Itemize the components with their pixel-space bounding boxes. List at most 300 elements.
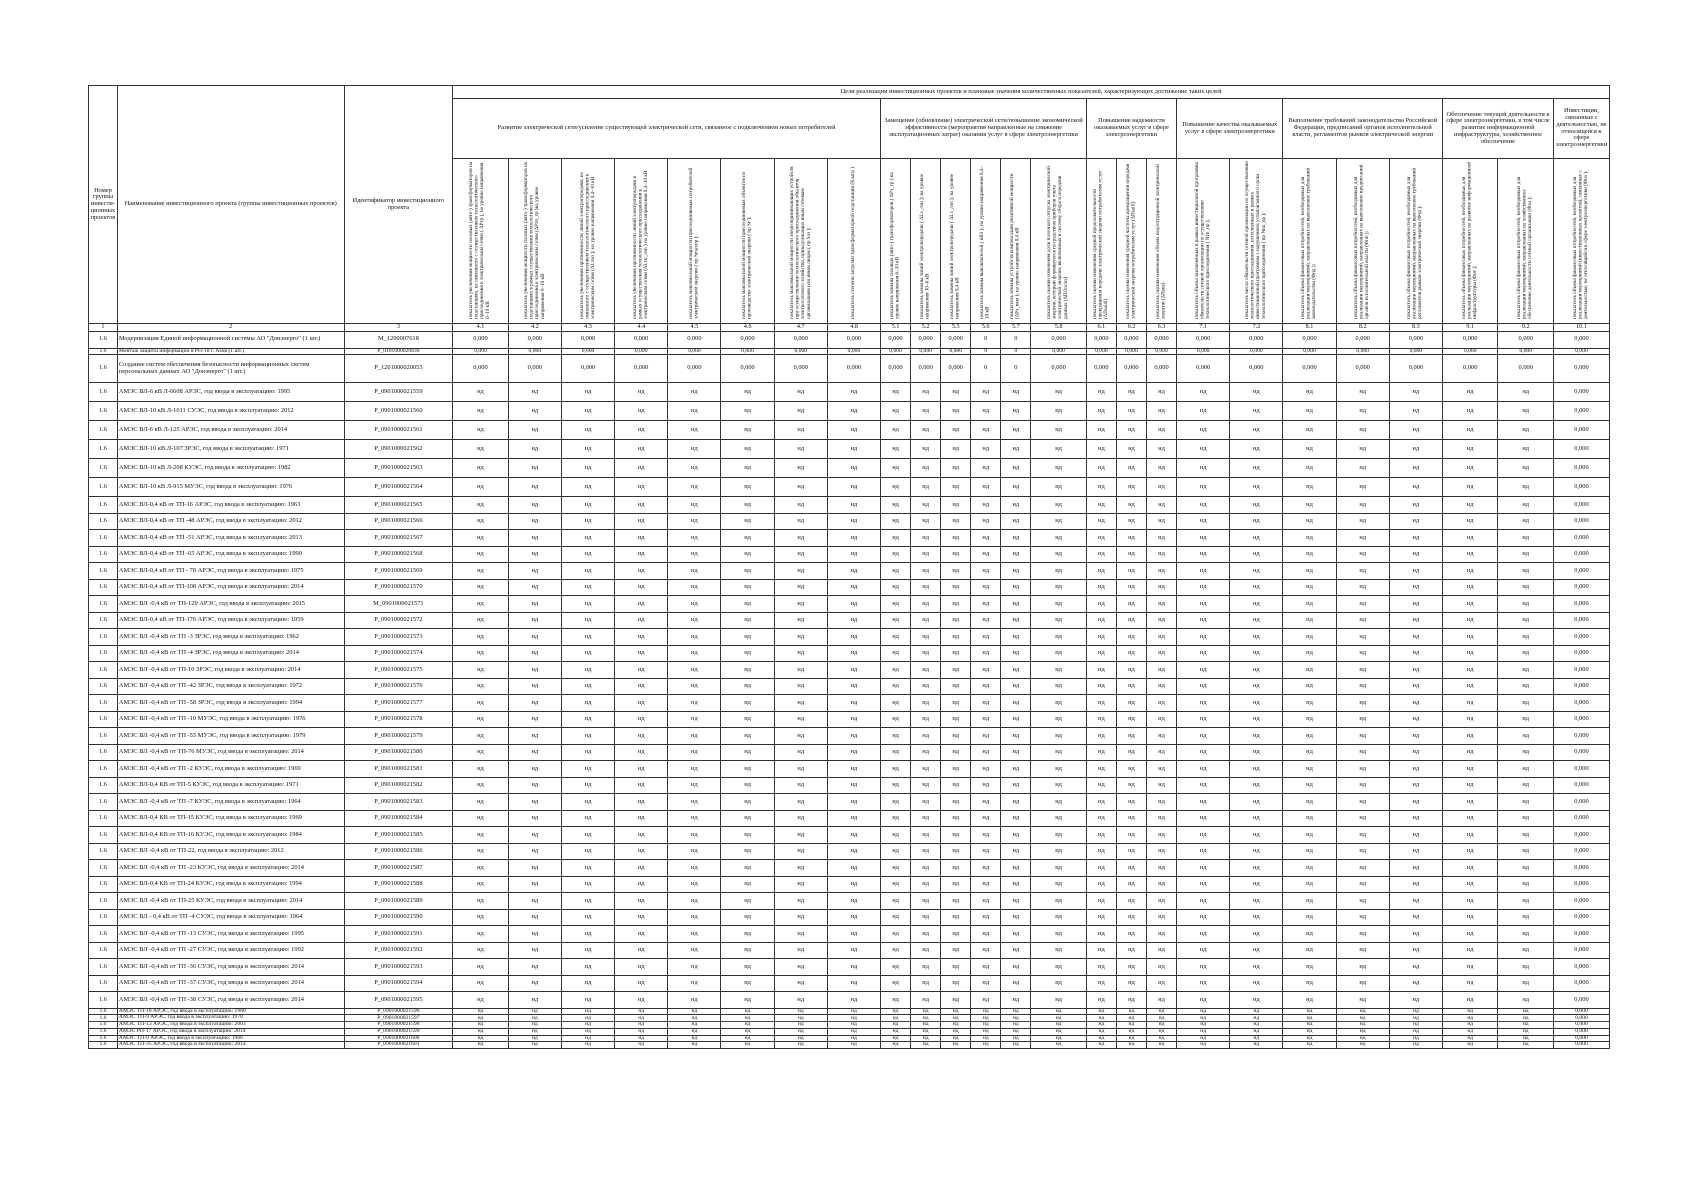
value-cell: нд	[1283, 975, 1336, 992]
column-number: 5.2	[911, 324, 941, 332]
value-cell: нд	[668, 1042, 721, 1049]
value-cell: нд	[1283, 728, 1336, 745]
table-row	[89, 744, 1610, 761]
value-cell: нд	[1389, 478, 1442, 497]
value-cell: нд	[561, 992, 614, 1009]
value-cell: нд	[721, 421, 774, 440]
value-cell: нд	[971, 975, 1001, 992]
value-cell: нд	[1336, 695, 1389, 712]
value-cell: нд	[668, 478, 721, 497]
value-cell: нд	[561, 893, 614, 910]
project-name-cell: АМЭС ВЛ-0,4 КВ от ТП-15 КУЭС, год ввода в эксплуатацию: 1969	[117, 810, 344, 827]
value-cell: нд	[1001, 1028, 1031, 1035]
value-cell: 0,000	[1553, 942, 1609, 959]
column-number: 2	[117, 324, 344, 332]
value-cell: нд	[508, 810, 561, 827]
value-cell: нд	[1283, 843, 1336, 860]
table-row	[89, 876, 1610, 893]
value-cell: нд	[774, 695, 827, 712]
value-cell: нд	[971, 728, 1001, 745]
value-cell: 0,000	[615, 355, 668, 383]
value-cell: 0,000	[1336, 332, 1389, 349]
table-row	[89, 1042, 1610, 1049]
value-cell: нд	[1389, 810, 1442, 827]
value-cell: нд	[1177, 513, 1230, 530]
value-cell: нд	[1336, 975, 1389, 992]
value-cell: нд	[561, 563, 614, 580]
value-cell: нд	[1442, 678, 1498, 695]
value-cell: нд	[941, 1035, 971, 1042]
value-cell: нд	[1031, 612, 1087, 629]
indicator-label: показатель максимальной мощности энергопринимающих устройств при осуществлении технологического присоединения объектов электросетевого хозяйства, принадлежащих иным сетевым организациям или иным лицам ( пр Sээ );	[788, 166, 812, 320]
value-cell: нд	[827, 975, 880, 992]
value-cell: нд	[508, 440, 561, 459]
value-cell: нд	[1283, 440, 1336, 459]
value-cell: нд	[1283, 876, 1336, 893]
value-cell: 0,000	[1283, 348, 1336, 355]
value-cell: нд	[1498, 744, 1554, 761]
value-cell: нд	[1146, 513, 1176, 530]
value-cell: 0,000	[1177, 355, 1230, 383]
value-cell: 0,000	[668, 348, 721, 355]
value-cell: нд	[1177, 860, 1230, 877]
value-cell: нд	[561, 810, 614, 827]
value-cell: нд	[881, 662, 911, 679]
value-cell: нд	[1001, 794, 1031, 811]
group-header-quality: Повышение качества оказываемых услуг в сфере электроэнергетики	[1177, 99, 1283, 159]
indicator-label: показатель максимальной мощности присоединяемых потребителей электрической энергии ( пр Smaxпр );	[687, 168, 700, 320]
value-cell: нд	[1442, 975, 1498, 992]
value-cell: нд	[774, 1008, 827, 1015]
value-cell: нд	[774, 1022, 827, 1029]
value-cell: 0,000	[1553, 1015, 1609, 1022]
value-cell: нд	[827, 421, 880, 440]
value-cell: нд	[1177, 662, 1230, 679]
value-cell: нд	[1001, 860, 1031, 877]
indicator-label: показатель числа обязательств сетевой организации по осуществлению технологического присоединения, исполненных в рамках инвестиционной программы с нарушением установленного срока технологического присоединения ( пр Nна_пр );	[1244, 161, 1267, 320]
value-cell: нд	[1498, 761, 1554, 778]
project-id-cell: P_0901000021573	[344, 629, 453, 646]
value-cell: нд	[1146, 678, 1176, 695]
project-name-cell: АМЭС ВЛ-6 кВ Л-6608 АРЭС, год ввода в эксплуатацию: 1995	[117, 383, 344, 402]
value-cell: нд	[453, 563, 509, 580]
value-cell: нд	[1001, 459, 1031, 478]
value-cell: нд	[941, 777, 971, 794]
value-cell: нд	[881, 926, 911, 943]
group-number-cell: 1.6	[89, 645, 118, 662]
value-cell: нд	[453, 459, 509, 478]
table-row	[89, 860, 1610, 877]
value-cell: 0,000	[1086, 332, 1116, 349]
group-number-cell: 1.6	[89, 513, 118, 530]
value-cell: нд	[508, 612, 561, 629]
value-cell: нд	[827, 728, 880, 745]
project-id-cell: P_0101000020838	[344, 348, 453, 355]
value-cell: 0,000	[774, 355, 827, 383]
value-cell: нд	[1116, 1028, 1146, 1035]
value-cell: нд	[1001, 1042, 1031, 1049]
value-cell: нд	[1031, 478, 1087, 497]
value-cell: нд	[721, 1035, 774, 1042]
indicator-header	[1553, 159, 1609, 324]
project-id-cell: P_0901000021577	[344, 695, 453, 712]
col-header-group: Номер группы инвести-ционных проектов	[89, 86, 118, 324]
value-cell: 0,000	[561, 348, 614, 355]
value-cell: нд	[561, 629, 614, 646]
value-cell: нд	[1177, 421, 1230, 440]
value-cell: нд	[774, 662, 827, 679]
value-cell: нд	[971, 546, 1001, 563]
value-cell: нд	[453, 530, 509, 547]
value-cell: нд	[1442, 1015, 1498, 1022]
value-cell: нд	[881, 579, 911, 596]
value-cell: нд	[1230, 1022, 1283, 1029]
value-cell: нд	[561, 909, 614, 926]
value-cell: нд	[1177, 1015, 1230, 1022]
value-cell: нд	[668, 975, 721, 992]
value-cell: нд	[668, 513, 721, 530]
indicator-label: показатель увеличения мощности силовых (авто-) трансформаторов на подстанциях в рамках осуществления технологического присоединения к электрическим сетям (ΔPтп_тр )на уровне напряжения 6–10 кВ	[522, 162, 546, 320]
value-cell: нд	[1498, 728, 1554, 745]
value-cell: нд	[615, 421, 668, 440]
value-cell: нд	[1116, 992, 1146, 1009]
value-cell: 0,000	[1553, 662, 1609, 679]
value-cell: нд	[1086, 810, 1116, 827]
value-cell: нд	[1442, 546, 1498, 563]
project-name-cell: АМЭС ВЛ -0,4 кВ от ТП -36 СУЭС, год ввода в эксплуатацию: 2014	[117, 959, 344, 976]
value-cell: нд	[508, 678, 561, 695]
project-id-cell: P_0901000021597	[344, 1015, 453, 1022]
value-cell: нд	[1230, 1015, 1283, 1022]
value-cell: нд	[911, 440, 941, 459]
project-name-cell: АМЭС ВЛ -0,4 кВ от ТП -4 ЗРЭС, год ввода в эксплуатацию: 2014	[117, 645, 344, 662]
value-cell: нд	[1146, 926, 1176, 943]
value-cell: нд	[1230, 728, 1283, 745]
value-cell: нд	[561, 876, 614, 893]
value-cell: нд	[941, 421, 971, 440]
project-id-cell: P_0901000021569	[344, 563, 453, 580]
value-cell: нд	[1001, 959, 1031, 976]
value-cell: нд	[1177, 612, 1230, 629]
group-number-cell: 1.6	[89, 459, 118, 478]
value-cell: нд	[881, 860, 911, 877]
value-cell: нд	[881, 1042, 911, 1049]
value-cell: нд	[911, 744, 941, 761]
value-cell: нд	[508, 1008, 561, 1015]
value-cell: нд	[827, 1008, 880, 1015]
value-cell: нд	[941, 695, 971, 712]
value-cell: нд	[1146, 1022, 1176, 1029]
value-cell: 0,000	[1336, 348, 1389, 355]
group-number-cell: 1.6	[89, 843, 118, 860]
value-cell: нд	[1230, 893, 1283, 910]
indicator-header	[971, 159, 1001, 324]
group-number-cell: 1.6	[89, 440, 118, 459]
value-cell: нд	[1230, 860, 1283, 877]
value-cell: нд	[1001, 563, 1031, 580]
value-cell: нд	[1086, 843, 1116, 860]
value-cell: нд	[1116, 711, 1146, 728]
value-cell: нд	[911, 1042, 941, 1049]
value-cell: нд	[971, 744, 1001, 761]
value-cell: нд	[1336, 810, 1389, 827]
value-cell: нд	[1086, 629, 1116, 646]
group-number-cell: 1.6	[89, 383, 118, 402]
value-cell: нд	[774, 1042, 827, 1049]
value-cell: нд	[774, 612, 827, 629]
value-cell: 0,000	[453, 348, 509, 355]
value-cell: нд	[721, 975, 774, 992]
value-cell: нд	[615, 1022, 668, 1029]
value-cell: 0,000	[1442, 332, 1498, 349]
value-cell: нд	[1283, 530, 1336, 547]
value-cell: нд	[1336, 1042, 1389, 1049]
value-cell: нд	[1283, 959, 1336, 976]
value-cell: нд	[1336, 678, 1389, 695]
group-header-current-activity: Обеспечение текущей деятельности в сфере электроэнергетики, в том числе развитие информационной инфраструктуры, хозяйственное обеспечение	[1442, 99, 1553, 159]
value-cell: нд	[1086, 546, 1116, 563]
value-cell: нд	[1336, 794, 1389, 811]
value-cell: нд	[1442, 876, 1498, 893]
value-cell: нд	[1230, 1035, 1283, 1042]
value-cell: нд	[941, 645, 971, 662]
value-cell: нд	[1086, 596, 1116, 613]
value-cell: нд	[941, 728, 971, 745]
value-cell: нд	[1086, 440, 1116, 459]
value-cell: 0,000	[1389, 332, 1442, 349]
value-cell: 0,000	[1553, 546, 1609, 563]
value-cell: 0,000	[1230, 332, 1283, 349]
value-cell: нд	[508, 744, 561, 761]
value-cell: нд	[1283, 1022, 1336, 1029]
value-cell: нд	[561, 546, 614, 563]
value-cell: 0,000	[941, 348, 971, 355]
value-cell: нд	[941, 459, 971, 478]
value-cell: нд	[1230, 843, 1283, 860]
group-number-cell: 1.6	[89, 530, 118, 547]
value-cell: нд	[1283, 992, 1336, 1009]
value-cell: нд	[1146, 975, 1176, 992]
value-cell: нд	[1230, 383, 1283, 402]
value-cell: нд	[1146, 421, 1176, 440]
value-cell: 0,000	[615, 348, 668, 355]
value-cell: нд	[1389, 662, 1442, 679]
column-number: 4.3	[561, 324, 614, 332]
value-cell: нд	[1001, 1035, 1031, 1042]
group-number-cell: 1.6	[89, 893, 118, 910]
value-cell: нд	[1116, 810, 1146, 827]
value-cell: нд	[1086, 728, 1116, 745]
column-number: 4.2	[508, 324, 561, 332]
project-id-cell: P_0901000021561	[344, 421, 453, 440]
value-cell: нд	[1146, 942, 1176, 959]
value-cell: нд	[1177, 1035, 1230, 1042]
value-cell: нд	[827, 843, 880, 860]
value-cell: 0,000	[1177, 332, 1230, 349]
value-cell: нд	[971, 711, 1001, 728]
value-cell: нд	[827, 711, 880, 728]
value-cell: нд	[971, 843, 1001, 860]
value-cell: 0,000	[774, 332, 827, 349]
value-cell: нд	[721, 695, 774, 712]
value-cell: нд	[1442, 1035, 1498, 1042]
value-cell: нд	[615, 678, 668, 695]
value-cell: нд	[615, 909, 668, 926]
value-cell: нд	[721, 1028, 774, 1035]
value-cell: 0,000	[1553, 440, 1609, 459]
value-cell: нд	[1283, 459, 1336, 478]
value-cell: нд	[615, 744, 668, 761]
value-cell: 0,000	[1553, 695, 1609, 712]
value-cell: нд	[1031, 794, 1087, 811]
group-header-legal: Выполнение требований законодательства Российской Федерации, предписаний органов исполнительной власти, регламентов рынков электрической энергии	[1283, 99, 1443, 159]
value-cell: нд	[827, 942, 880, 959]
value-cell: нд	[721, 497, 774, 514]
value-cell: нд	[1146, 695, 1176, 712]
value-cell: нд	[911, 645, 941, 662]
value-cell: нд	[1442, 629, 1498, 646]
value-cell: нд	[941, 596, 971, 613]
value-cell: нд	[1442, 612, 1498, 629]
value-cell: нд	[1389, 909, 1442, 926]
project-name-cell: АМЭС ВЛ -0,4 кВ от ТП-129 АРЭС, год ввода в эксплуатацию: 2015	[117, 596, 344, 613]
column-number: 5.8	[1031, 324, 1087, 332]
value-cell: нд	[561, 478, 614, 497]
group-number-cell: 1.6	[89, 992, 118, 1009]
value-cell: нд	[1116, 909, 1146, 926]
value-cell: нд	[1116, 612, 1146, 629]
value-cell: нд	[881, 563, 911, 580]
value-cell: нд	[453, 1028, 509, 1035]
value-cell: нд	[508, 478, 561, 497]
value-cell: нд	[508, 909, 561, 926]
value-cell: нд	[1389, 843, 1442, 860]
value-cell: нд	[1146, 440, 1176, 459]
value-cell: нд	[1177, 827, 1230, 844]
project-id-cell: P_0901000021586	[344, 843, 453, 860]
table-row	[89, 629, 1610, 646]
project-id-cell: P_0901000021593	[344, 959, 453, 976]
value-cell: нд	[1283, 678, 1336, 695]
value-cell: нд	[721, 777, 774, 794]
value-cell: 0,000	[1116, 348, 1146, 355]
value-cell: нд	[971, 662, 1001, 679]
value-cell: 0,000	[668, 332, 721, 349]
indicator-label: показатель оценки изменения средней продолжительности прекращения передачи электрической энергии потребителям услуг (ΔПsaidi)	[1091, 170, 1110, 320]
table-row	[89, 678, 1610, 695]
value-cell: нд	[1389, 1022, 1442, 1029]
value-cell: нд	[668, 794, 721, 811]
table-row	[89, 975, 1610, 992]
table-row	[89, 596, 1610, 613]
project-id-cell: P_0901000021560	[344, 402, 453, 421]
value-cell: нд	[1001, 876, 1031, 893]
value-cell: нд	[615, 942, 668, 959]
value-cell: нд	[1031, 678, 1087, 695]
value-cell: нд	[508, 421, 561, 440]
value-cell: нд	[1177, 530, 1230, 547]
value-cell: нд	[1177, 959, 1230, 976]
value-cell: нд	[827, 563, 880, 580]
project-id-cell: P_0901000021599	[344, 1028, 453, 1035]
value-cell: нд	[1116, 728, 1146, 745]
value-cell: нд	[508, 1035, 561, 1042]
value-cell: нд	[1498, 497, 1554, 514]
value-cell: нд	[668, 728, 721, 745]
value-cell: нд	[774, 440, 827, 459]
value-cell: нд	[827, 744, 880, 761]
value-cell: нд	[1031, 942, 1087, 959]
value-cell: нд	[1498, 383, 1554, 402]
value-cell: нд	[1442, 777, 1498, 794]
value-cell: нд	[561, 383, 614, 402]
value-cell: нд	[453, 711, 509, 728]
value-cell: нд	[561, 421, 614, 440]
project-name-cell: АМЭС ВЛ-0,4 кВ от ТП-176 АРЭС, год ввода в эксплуатацию: 1959	[117, 612, 344, 629]
project-name-cell: АМЭС ВЛ -0,4 кВ от ТП -38 СУЭС, год ввода в эксплуатацию: 2014	[117, 992, 344, 1009]
value-cell: нд	[1389, 926, 1442, 943]
group-number-cell: 1.6	[89, 728, 118, 745]
group-number-cell: 1.6	[89, 975, 118, 992]
value-cell: нд	[1389, 513, 1442, 530]
project-id-cell: P_0901000021563	[344, 459, 453, 478]
value-cell: нд	[971, 1028, 1001, 1035]
project-name-cell: Монтаж защиты информации в РП-18 г. Азов (1 шт.)	[117, 348, 344, 355]
value-cell: 0,000	[1442, 355, 1498, 383]
group-number-cell: 1.6	[89, 1028, 118, 1035]
indicator-label: показатель замены выключателей ( nВ3 ); на уровне напряжения 0,4–10 кВ	[979, 166, 991, 320]
value-cell: нд	[1442, 459, 1498, 478]
value-cell: нд	[1230, 1028, 1283, 1035]
value-cell: 0,000	[1553, 711, 1609, 728]
value-cell: нд	[1086, 992, 1116, 1009]
value-cell: нд	[1116, 662, 1146, 679]
value-cell: нд	[1230, 744, 1283, 761]
table-row	[89, 612, 1610, 629]
value-cell: нд	[1177, 909, 1230, 926]
value-cell: 0,000	[1389, 348, 1442, 355]
value-cell: нд	[1116, 497, 1146, 514]
value-cell: нд	[774, 827, 827, 844]
value-cell: нд	[1442, 497, 1498, 514]
project-name-cell: АМЭС ВЛ -0,4 кВ от ТП -37 СУЭС, год ввода в эксплуатацию: 2014	[117, 975, 344, 992]
value-cell: нд	[1442, 662, 1498, 679]
value-cell: нд	[911, 546, 941, 563]
value-cell: нд	[668, 579, 721, 596]
value-cell: нд	[1336, 926, 1389, 943]
value-cell: нд	[508, 459, 561, 478]
indicator-label: показатель замены линий электропередачи ( ΔLз_лэп ); на уровне напряжения 10–6 кВ	[919, 174, 931, 320]
value-cell: нд	[1001, 530, 1031, 547]
value-cell: нд	[827, 612, 880, 629]
value-cell: нд	[1389, 860, 1442, 877]
value-cell: нд	[508, 777, 561, 794]
value-cell: нд	[508, 1028, 561, 1035]
project-id-cell: P_0901000021595	[344, 992, 453, 1009]
value-cell: нд	[827, 629, 880, 646]
value-cell: нд	[1116, 478, 1146, 497]
value-cell: нд	[508, 513, 561, 530]
indicator-label: показатель объема финансовых потребностей, необходимых для реализации мероприятий, направленных на выполнение предписаний органов исполнительной власти (Фпп );	[1353, 164, 1371, 320]
value-cell: нд	[453, 1042, 509, 1049]
group-number-cell: 1.6	[89, 926, 118, 943]
value-cell: нд	[1116, 596, 1146, 613]
value-cell: нд	[1086, 478, 1116, 497]
value-cell: нд	[1442, 402, 1498, 421]
project-id-cell: P_0901000021576	[344, 678, 453, 695]
value-cell: нд	[1498, 992, 1554, 1009]
value-cell: нд	[971, 596, 1001, 613]
